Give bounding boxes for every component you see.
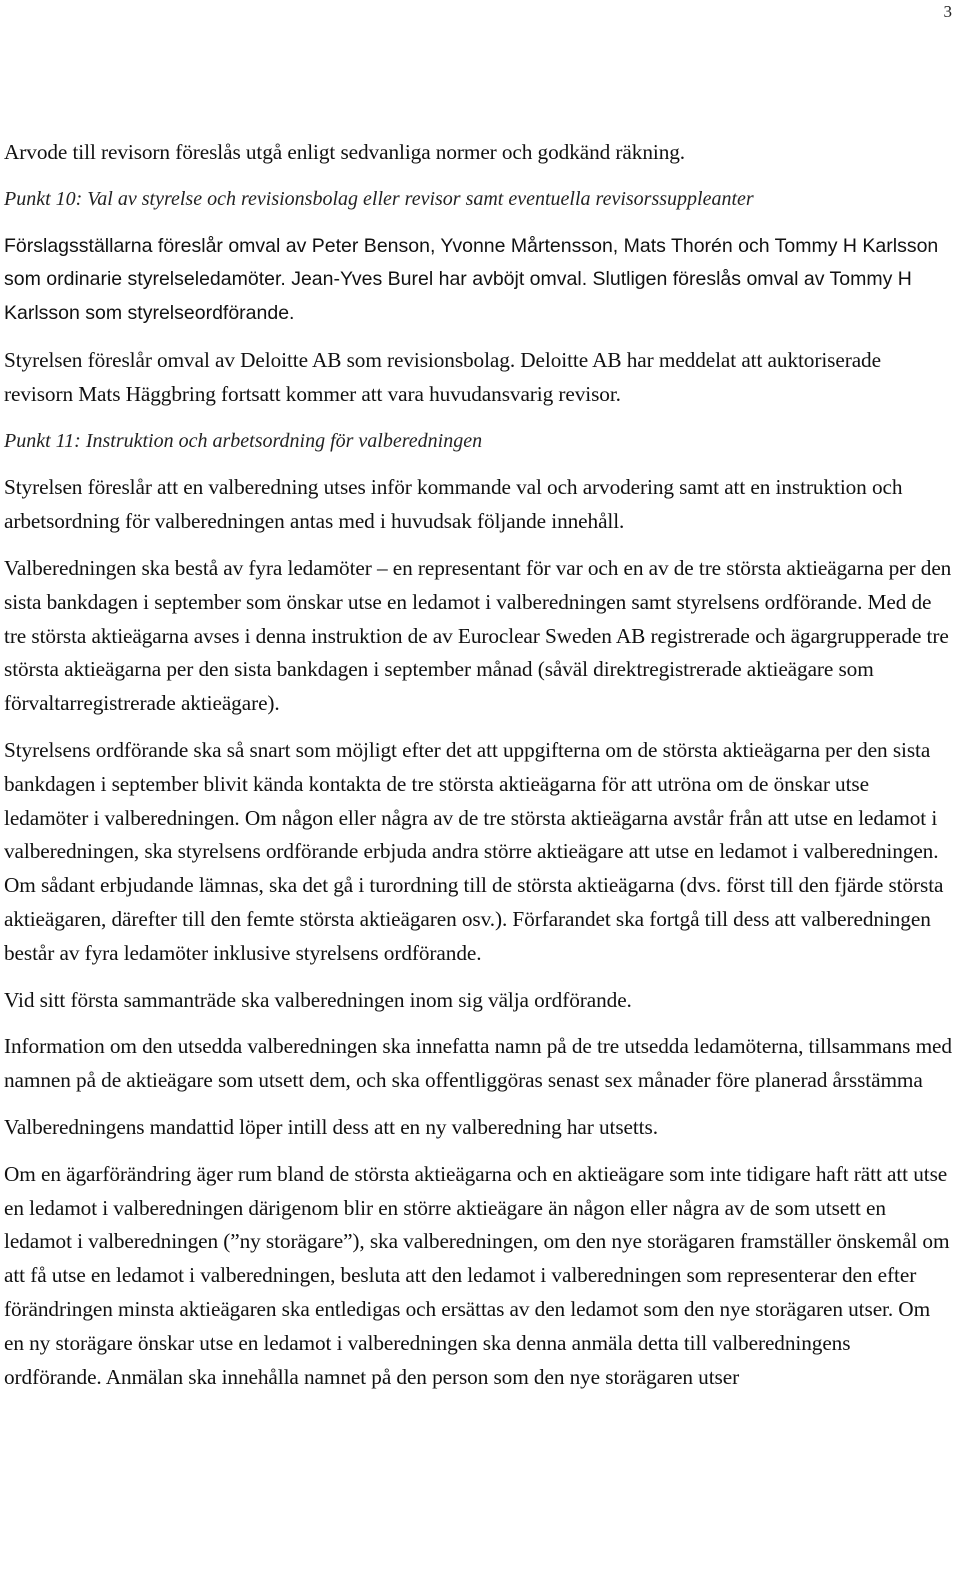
heading-punkt-10: Punkt 10: Val av styrelse och revisionsbolag eller revisor samt eventuella revisorssuppleanter	[4, 187, 754, 210]
document-body	[4, 136, 952, 1407]
paragraph-chair-contact: Styrelsens ordförande ska så snart som möjligt efter det att uppgifterna om de största aktieägarna per den sista bankdagen i september blivit kända kontakta de tre största aktieägarna för att utröna om de önskar utse ledamöter i valberedningen. Om någon eller några av de tre största aktieägarna avstår från att utse en ledamot i valberedningen, ska styrelsens ordförande erbjuda andra större aktieägare att utse en ledamot i valberedningen. Om sådant erbjudande lämnas, ska det gå i turordning till de största aktieägarna (dvs. först till den fjärde största aktieägaren, därefter till den femte största aktieägaren osv.). Förfarandet ska fortgå till dess att valberedningen består av fyra ledamöter inklusive styrelsens ordförande.	[4, 737, 944, 965]
page-number: 3	[943, 2, 952, 21]
paragraph-auditor-fee: Arvode till revisorn föreslås utgå enligt sedvanliga normer och godkänd räkning.	[4, 140, 686, 164]
paragraph-information: Information om den utsedda valberedningen ska innefatta namn på de tre utsedda ledamöterna, tillsammans med namnen på de aktieägare som utsett dem, och ska offentliggöras senast sex månader före planerad årsstämma	[4, 1034, 952, 1093]
paragraph-deloitte: Styrelsen föreslår omval av Deloitte AB som revisionsbolag. Deloitte AB har meddelat att auktoriserade revisorn Mats Häggbring fortsatt kommer att vara huvudansvarig revisor.	[4, 347, 881, 406]
paragraph-board-proposal: Förslagsställarna föreslår omval av Peter Benson, Yvonne Mårtensson, Mats Thorén och Tommy H Karlsson som ordinarie styrelseledamöter. Jean-Yves Burel har avböjt omval. Slutligen föreslås omval av Tommy H Karlsson som styrelseordförande.	[4, 234, 939, 325]
paragraph-ownership-change: Om en ägarförändring äger rum bland de största aktieägarna och en aktieägare som inte tidigare haft rätt att utse en ledamot i valberedningen därigenom blir en större aktieägare än någon eller några av de som utsett en ledamot i valberedningen (”ny storägare”), ska valberedningen, om den nye storägaren framställer önskemål om att få utse en ledamot i valberedningen, besluta att den ledamot i valberedningen som representerar den efter förändringen minsta aktieägaren ska entledigas och ersättas av den ledamot som den nye storägaren utser. Om en ny storägare önskar utse en ledamot i valberedningen ska denna anmäla detta till valberedningens ordförande. Anmälan ska innehålla namnet på den person som den nye storägaren utser	[4, 1161, 950, 1389]
paragraph-committee-composition: Valberedningen ska bestå av fyra ledamöter – en representant för var och en av de tre största aktieägarna per den sista bankdagen i september som önskar utse en ledamot i valberedningen samt styrelsens ordförande. Med de tre största aktieägarna avses i denna instruktion de av Euroclear Sweden AB registrerade och ägargrupperade tre största aktieägarna per den sista bankdagen i september månad (såväl direktregistrerade aktieägare som förvaltarregistrerade aktieägare).	[4, 555, 952, 716]
paragraph-mandate: Valberedningens mandattid löper intill dess att en ny valberedning har utsetts.	[4, 1114, 658, 1139]
heading-punkt-11: Punkt 11: Instruktion och arbetsordning för valberedningen	[4, 429, 483, 452]
paragraph-nomination-proposal: Styrelsen föreslår att en valberedning utses inför kommande val och arvodering samt att en instruktion och arbetsordning för valberedningen antas med i huvudsak följande innehåll.	[4, 475, 903, 534]
paragraph-first-meeting: Vid sitt första sammanträde ska valberedningen inom sig välja ordförande.	[4, 987, 632, 1012]
